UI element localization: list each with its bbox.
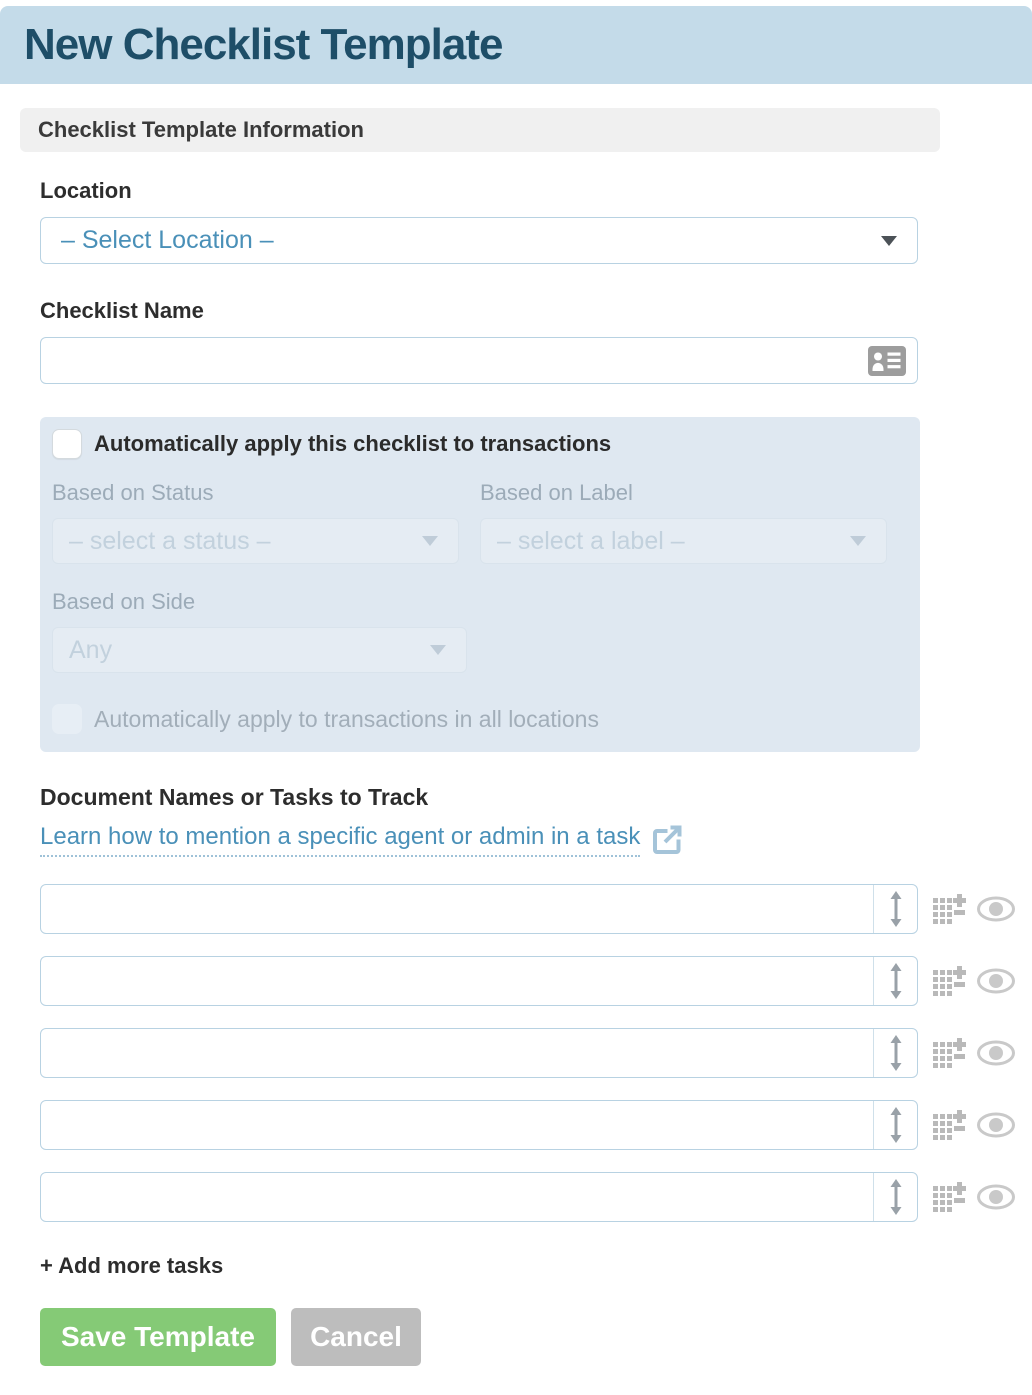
based-on-side-select [52,627,467,673]
checklist-name-label: Checklist Name [40,298,204,323]
based-on-side-label: Based on Side [52,589,196,614]
page-title: New Checklist Template [24,20,503,69]
section-header-label: Checklist Template Information [38,117,364,142]
all-locations-label: Automatically apply to transactions in all locations [94,705,599,732]
task-input[interactable] [40,956,918,1006]
drag-updown-icon[interactable] [873,1029,917,1077]
add-more-tasks-link[interactable]: + Add more tasks [40,1253,224,1278]
eye-icon[interactable] [976,967,1016,995]
auto-apply-panel [40,417,920,752]
based-on-label-value: – select a label – [497,526,685,555]
based-on-label-select [480,518,887,564]
drag-updown-icon[interactable] [873,957,917,1005]
based-on-status-col [52,480,459,564]
form-actions [40,1308,1032,1395]
cancel-button[interactable]: Cancel [291,1308,421,1366]
insert-table-icon[interactable] [932,1108,966,1142]
task-row [40,1028,1032,1078]
caret-down-icon [881,236,897,246]
external-link-icon[interactable] [652,825,682,855]
task-input[interactable] [40,1028,918,1078]
task-row [40,956,1032,1006]
location-select[interactable] [40,217,918,264]
task-row [40,1172,1032,1222]
location-label: Location [40,178,132,203]
eye-icon[interactable] [976,1039,1016,1067]
tasks-heading: Document Names or Tasks to Track [40,784,429,810]
based-on-status-select [52,518,459,564]
auto-apply-checkbox[interactable] [52,429,82,459]
section-header [20,108,940,152]
all-locations-checkbox [52,704,82,734]
drag-updown-icon[interactable] [873,1101,917,1149]
task-input-wrap [40,884,918,934]
task-input[interactable] [40,884,918,934]
insert-table-icon[interactable] [932,1036,966,1070]
auto-apply-label: Automatically apply this checklist to transactions [94,431,612,456]
based-on-status-label: Based on Status [52,480,214,505]
task-input[interactable] [40,1100,918,1150]
based-on-grid [52,480,908,564]
help-link-row [40,823,1032,857]
insert-table-icon[interactable] [932,892,966,926]
based-on-side-block [52,589,908,673]
task-input-wrap [40,1172,918,1222]
task-input[interactable] [40,1172,918,1222]
checklist-name-field-wrap [40,337,918,384]
insert-table-icon[interactable] [932,1180,966,1214]
checklist-name-input[interactable] [40,337,918,384]
form-content [0,178,1032,1395]
task-input-wrap [40,956,918,1006]
based-on-label-label: Based on Label [480,480,633,505]
drag-updown-icon[interactable] [873,1173,917,1221]
eye-icon[interactable] [976,895,1016,923]
caret-down-icon [422,536,438,546]
mention-help-link[interactable]: Learn how to mention a specific agent or admin in a task [40,823,640,857]
eye-icon[interactable] [976,1183,1016,1211]
based-on-status-value: – select a status – [69,526,271,555]
eye-icon[interactable] [976,1111,1016,1139]
task-input-wrap [40,1028,918,1078]
based-on-side-value: Any [69,635,113,664]
save-template-button[interactable]: Save Template [40,1308,276,1366]
drag-updown-icon[interactable] [873,885,917,933]
all-locations-row [52,704,908,740]
insert-table-icon[interactable] [932,964,966,998]
task-row [40,884,1032,934]
task-row [40,1100,1032,1150]
auto-apply-row [52,429,908,459]
page-header [0,6,1032,84]
caret-down-icon [850,536,866,546]
location-select-value: – Select Location – [61,226,274,254]
caret-down-icon [430,645,446,655]
based-on-label-col [480,480,887,564]
contact-card-icon[interactable] [868,346,906,376]
task-input-wrap [40,1100,918,1150]
